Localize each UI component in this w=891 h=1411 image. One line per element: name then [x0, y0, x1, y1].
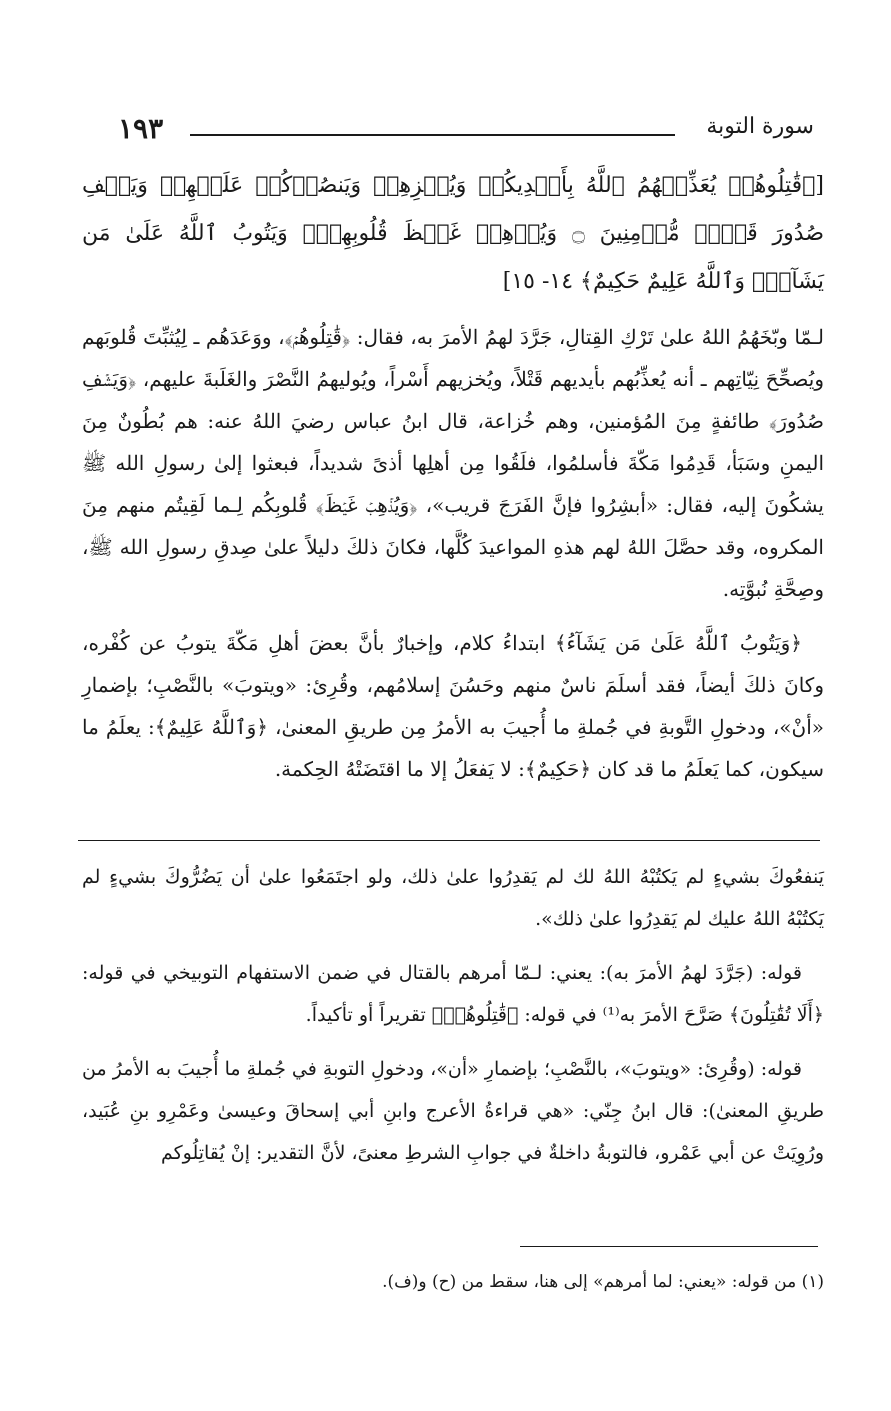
notes-section: [82, 856, 824, 1186]
main-separator: [78, 840, 820, 841]
footnote: (١) من قوله: «يعني: لما أمرهم» إلى هنا، سقط من (ح) و(ف).: [382, 1272, 824, 1292]
quran-verse-text: [﴿قَٰتِلُوهُمۡ يُعَذِّبۡهُمُ ٱللَّهُ بِأَيۡدِيكُمۡ وَيُخۡزِهِمۡ وَيَنصُرۡكُمۡ عَلَيۡهِمۡ وَيَشۡفِ صُدُورَ قَوۡمٖ مُّؤۡمِنِينَ ۝ وَيُذۡهِبۡ غَيۡظَ قُلُوبِهِمۡۗ وَيَتُوبُ ٱللَّهُ عَلَىٰ مَن يَشَآءُۗ وَٱللَّهُ عَلِيمٌ حَكِيمٌ﴾ ١٤- ١٥]: [82, 173, 824, 294]
surah-name: سورة التوبة: [706, 114, 814, 139]
quran-verse-block: [82, 162, 824, 306]
commentary-paragraph: ﴿وَيَتُوبُ ٱللَّهُ عَلَىٰ مَن يَشَآءُ﴾ ابتداءُ كلام، وإخبارٌ بأنَّ بعضَ أهلِ مَكّةَ يتوبُ عن كُفْره، وكانَ ذلكَ أيضاً، فقد أسلَمَ ناسٌ منهم وحَسُنَ إسلامُهم، وقُرِئ: «ويتوبَ» بالنَّصْبِ؛ بإضمارِ «أنْ»، ودخولِ التَّوبةِ في جُملةِ ما أُجيبَ به الأمرُ مِن طريقِ المعنىٰ، ﴿وَٱللَّهُ عَلِيمٌ﴾: يعلَمُ ما سيكون، كما يَعلَمُ ما قد كان ﴿حَكِيمٌ﴾: لا يَفعَلُ إلا ما اقتَضَتْهُ الحِكمة.: [82, 631, 824, 781]
note-paragraph: قوله: (وقُرِئ: «ويتوبَ»، بالنَّصْبِ؛ بإضمارِ «أن»، ودخولِ التوبةِ في جُملةِ ما أُجيبَ به الأمرُ من طريقِ المعنىٰ): قال ابنُ جِنّي: «هي قراءةُ الأعرج وابنِ أبي إسحاقَ وعيسىٰ وعَمْرِو بنِ عُبَيد، ورُوِيَتْ عن أبي عَمْرو، فالتوبةُ داخلةٌ في جوابِ الشرطِ معنىً، لأنَّ التقدير: إنْ يُقاتِلُوكم: [82, 1058, 824, 1164]
page-header: [118, 112, 814, 152]
header-rule: [190, 134, 675, 136]
note-paragraph: قوله: (جَرَّدَ لهمُ الأمرَ به): يعني: لـمّا أمرهم بالقتال في ضمن الاستفهام التوبيخي في قوله: ﴿أَلَا تُقَٰتِلُونَ﴾ صَرَّحَ الأمرَ به⁽¹⁾ في قوله: ﴿قَٰتِلُوهُمۡ﴾ تقريراً أو تأكيداً.: [82, 962, 824, 1026]
page-number: ١٩٣: [118, 112, 164, 145]
footnotes-section: [82, 1264, 824, 1300]
commentary-section: [82, 316, 824, 802]
note-paragraph: يَنفعُوكَ بشيءٍ لم يَكتُبْهُ اللهُ لك لم يَقدِرُوا علىٰ ذلك، ولو اجتَمَعُوا علىٰ أن يَضُرُّوكَ بشيءٍ لم يَكتُبْهُ اللهُ عليك لم يَقدِرُوا علىٰ ذلك».: [82, 866, 824, 930]
commentary-paragraph: لـمّا وبّخَهُمُ اللهُ علىٰ تَرْكِ القِتالِ، جَرَّدَ لهمُ الأمرَ به، فقال: ﴿قَٰتِلُوهُمۡ﴾، ووَعَدَهُم ـ لِيُثبِّتَ قُلوبَهم ويُصحِّحَ نِيّاتِهم ـ أنه يُعذِّبُهم بأيديهم قَتْلاً، ويُخزيهم أَسْراً، ويُوليهمُ النَّصْرَ والغَلَبةَ عليهم، ﴿وَيَشۡفِ صُدُورَ﴾ طائفةٍ مِنَ المُؤمنين، وهم خُزاعة، قال ابنُ عباس رضيَ اللهُ عنه: هم بُطُونٌ مِنَ اليمنِ وسَبَأ، قَدِمُوا مَكّةَ فأسلمُوا، فلَقُوا مِن أهلِها أذىً شديداً، فبعثوا إلىٰ رسولِ الله ﷺ يشكُونَ إليه، فقال: «أبشِرُوا فإنَّ الفَرَجَ قريب»، ﴿وَيُذۡهِبۡ غَيۡظَ﴾ قُلوبِكُم لِـما لَقِيتُم منهم مِنَ المكروه، وقد حصَّلَ اللهُ لهم هذهِ المواعيدَ كُلَّها، فكانَ ذلكَ دليلاً علىٰ صِدقِ رسولِ الله ﷺ، وصِحَّةِ نُبوَّتِه.: [82, 325, 824, 601]
footnote-separator: [520, 1246, 818, 1247]
